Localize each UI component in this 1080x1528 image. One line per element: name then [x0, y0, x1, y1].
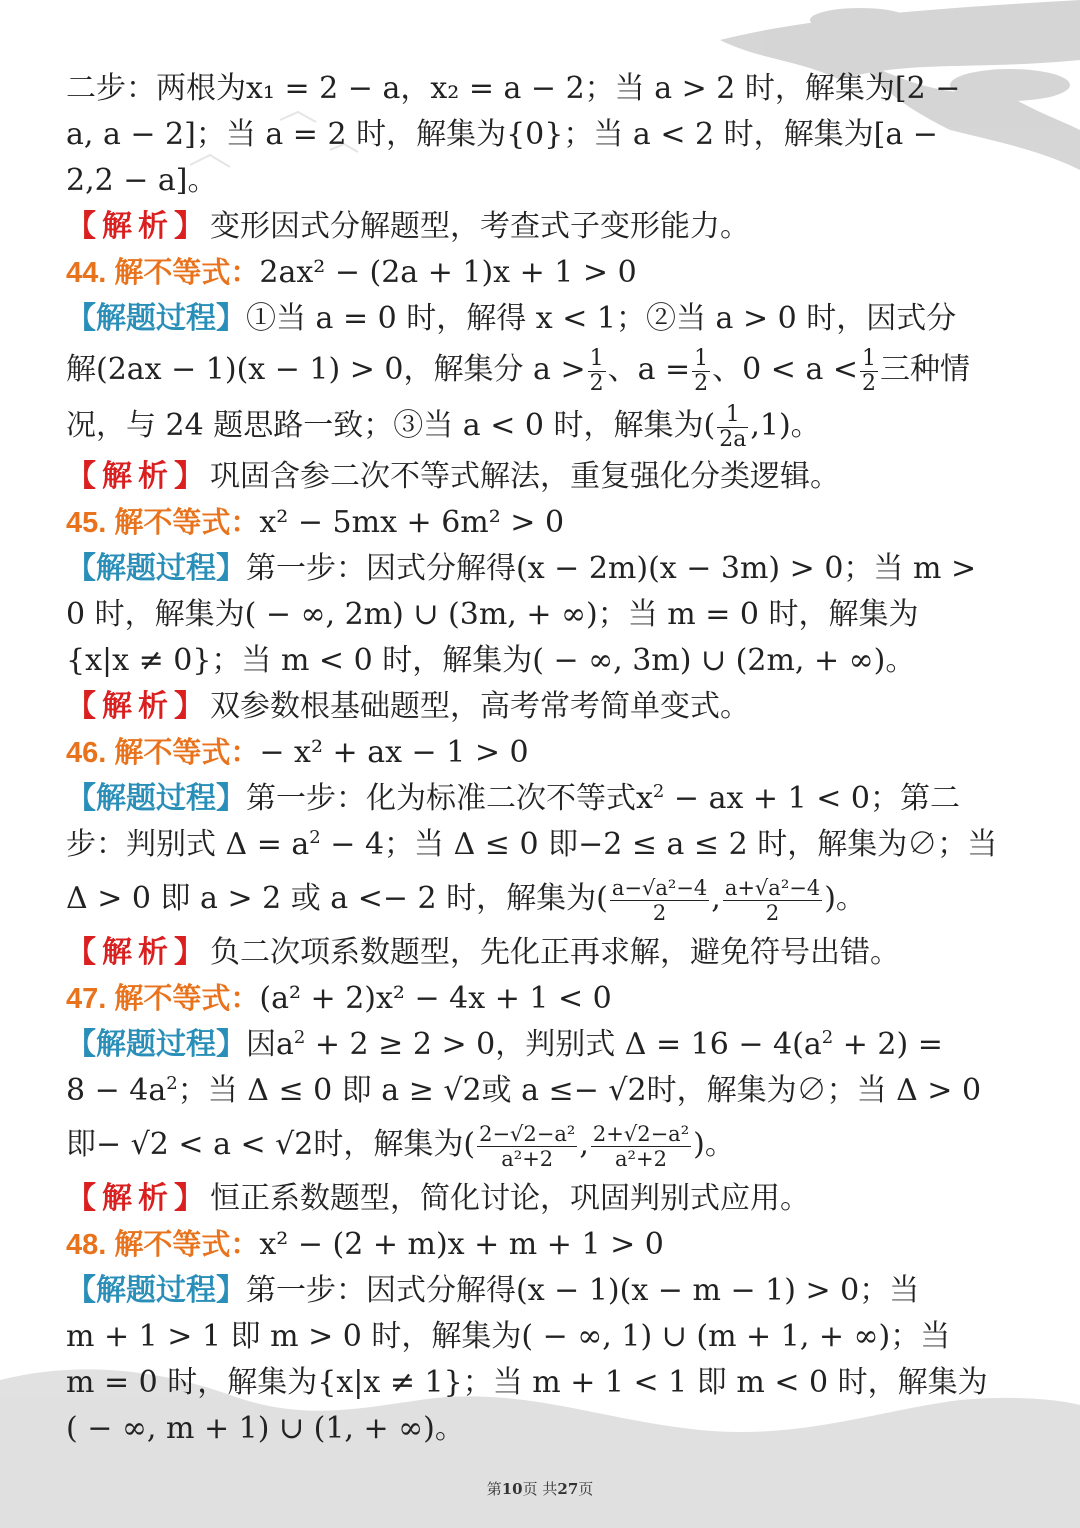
problem-heading [66, 730, 1026, 776]
solution-text: 因$a^2 + 2 \ge 2 > 0$，判别式 $\Delta = 16 - 4(a^2 + 2)$ = [246, 1027, 943, 1062]
problem-heading [66, 250, 1026, 296]
solution-line: {x|x ≠ 0}；当 m < 0 时，解集为( − ∞, 3m) ∪ (2m, + ∞)。 [66, 643, 916, 678]
analysis-label: 【解析】 [66, 209, 210, 244]
solution-line [66, 1268, 1026, 1314]
problem-title: 45. 解不等式： [66, 507, 260, 539]
solution-line: 况，与 24 题思路一致；③当 a < 0 时，解集为( $\frac{1}{2a}$ ,1)。 [66, 401, 821, 452]
text-line: a, a − 2]；当 a = 2 时，解集为{0}；当 a < 2 时，解集为[a − [66, 117, 938, 152]
solution-line: 0 时，解集为( − ∞, 2m) ∪ (3m, + ∞)；当 m = 0 时，解集为 [66, 597, 919, 632]
page-footer [0, 1478, 1080, 1499]
solution-line: ( − ∞, m + 1) ∪ (1, + ∞)。 [66, 1411, 465, 1446]
analysis-label: 【解析】 [66, 459, 210, 494]
analysis-line [66, 930, 1026, 976]
footer-mid: 页 共 [522, 1480, 558, 1498]
fraction: $\frac{\text{a−√a²−4}}{2}$ [611, 875, 708, 925]
problem-heading [66, 500, 1026, 546]
steps-label: 【解题过程】 [66, 1273, 246, 1308]
problem-inequality: (a² + 2)x² − 4x + 1 < 0 [259, 981, 612, 1016]
analysis-line [66, 204, 1026, 250]
analysis-line [66, 454, 1026, 500]
analysis-text: 恒正系数题型，简化讨论，巩固判别式应用。 [210, 1181, 810, 1216]
solution-text: 第一步：因式分解得(x − 2m)(x − 3m) > 0；当 m > [246, 551, 977, 586]
footer-prefix: 第 [486, 1480, 502, 1498]
analysis-text: 巩固含参二次不等式解法，重复强化分类逻辑。 [210, 459, 840, 494]
total-pages-number: 27 [557, 1480, 579, 1498]
fraction: $\frac{1}{2a}$ [719, 401, 747, 452]
analysis-text: 负二次项系数题型，先化正再求解，避免符号出错。 [210, 935, 900, 970]
solution-text: 第一步：因式分解得(x − 1)(x − m − 1) > 0；当 [246, 1273, 920, 1308]
solution-line: 解(2ax − 1)(x − 1) > 0，解集分 a > $\frac{1}{2}$ 、a = $\frac{1}{2}$ 、0 < a < $\frac{1}{2}$ 三种情 [66, 345, 971, 396]
main-content [66, 66, 1026, 1452]
footer-suffix: 页 [578, 1480, 594, 1498]
problem-title: 46. 解不等式： [66, 737, 260, 769]
text-line: 二步：两根为x₁ = 2 − a，x₂ = a − 2；当 a > 2 时，解集为[2 − [66, 71, 961, 106]
problem-inequality: − x² + ax − 1 > 0 [259, 735, 529, 770]
solution-line: m = 0 时，解集为{x|x ≠ 1}；当 m + 1 < 1 即 m < 0 时，解集为 [66, 1365, 988, 1400]
analysis-text: 双参数根基础题型，高考常考简单变式。 [210, 689, 750, 724]
fraction: $\frac{\text{a+√a²−4}}{2}$ [724, 875, 821, 925]
problem-inequality: 2ax² − (2a + 1)x + 1 > 0 [259, 255, 637, 290]
solution-line: m + 1 > 1 即 m > 0 时，解集为( − ∞, 1) ∪ (m + 1, + ∞)；当 [66, 1319, 951, 1354]
analysis-label: 【解析】 [66, 689, 210, 724]
solution-line [66, 1022, 1026, 1068]
analysis-line [66, 1176, 1026, 1222]
fraction: $\frac{1}{2}$ [589, 345, 604, 396]
steps-label: 【解题过程】 [66, 1027, 246, 1062]
fraction: $\frac{\text{2−√2−a²}}{\text{a²+2}}$ [479, 1121, 576, 1171]
solution-line [66, 296, 1026, 342]
steps-label: 【解题过程】 [66, 551, 246, 586]
problem-title: 48. 解不等式： [66, 1229, 260, 1261]
steps-label: 【解题过程】 [66, 781, 246, 816]
solution-line [66, 546, 1026, 592]
fraction: $\frac{1}{2}$ [862, 345, 877, 396]
text-line: 2,2 − a]。 [66, 163, 218, 198]
analysis-label: 【解析】 [66, 1181, 210, 1216]
fraction: $\frac{\text{2+√2−a²}}{\text{a²+2}}$ [592, 1121, 690, 1171]
problem-title: 47. 解不等式： [66, 983, 260, 1015]
solution-text: 第一步：化为标准二次不等式$x^2$ − ax + 1 < 0；第二 [246, 781, 960, 816]
problem-heading [66, 976, 1026, 1022]
solution-text: ①当 a = 0 时，解得 x < 1；②当 a > 0 时，因式分 [246, 301, 957, 336]
steps-label: 【解题过程】 [66, 301, 246, 336]
problem-title: 44. 解不等式： [66, 257, 260, 289]
solution-line [66, 776, 1026, 822]
solution-line: 步：判别式 $\Delta = a^2 - 4$；当 Δ ≤ 0 即−2 ≤ a ≤ 2 时，解集为∅；当 [66, 827, 998, 862]
current-page-number: 10 [501, 1480, 523, 1498]
problem-heading [66, 1222, 1026, 1268]
solution-line: 即− √2 < a < √2时，解集为( $\frac{\text{2−√2−a²}}{\text{a²+2}}$ , $\frac{\text{2+√2−a²}}{\text{a²+2}}$ )。 [66, 1121, 735, 1171]
problem-inequality: x² − (2 + m)x + m + 1 > 0 [259, 1227, 664, 1262]
fraction: $\frac{1}{2}$ [694, 345, 709, 396]
analysis-text: 变形因式分解题型，考查式子变形能力。 [210, 209, 750, 244]
analysis-line [66, 684, 1026, 730]
solution-line: Δ > 0 即 a > 2 或 a <− 2 时，解集为( $\frac{\text{a−√a²−4}}{2}$ , $\frac{\text{a+√a²−4}}{2}$ )。 [66, 875, 866, 925]
solution-line: $8 - 4a^2$；当 Δ ≤ 0 即 a ≥ √2或 a ≤− √2时，解集为∅；当 Δ > 0 [66, 1073, 982, 1108]
analysis-label: 【解析】 [66, 935, 210, 970]
problem-inequality: x² − 5mx + 6m² > 0 [259, 505, 565, 540]
